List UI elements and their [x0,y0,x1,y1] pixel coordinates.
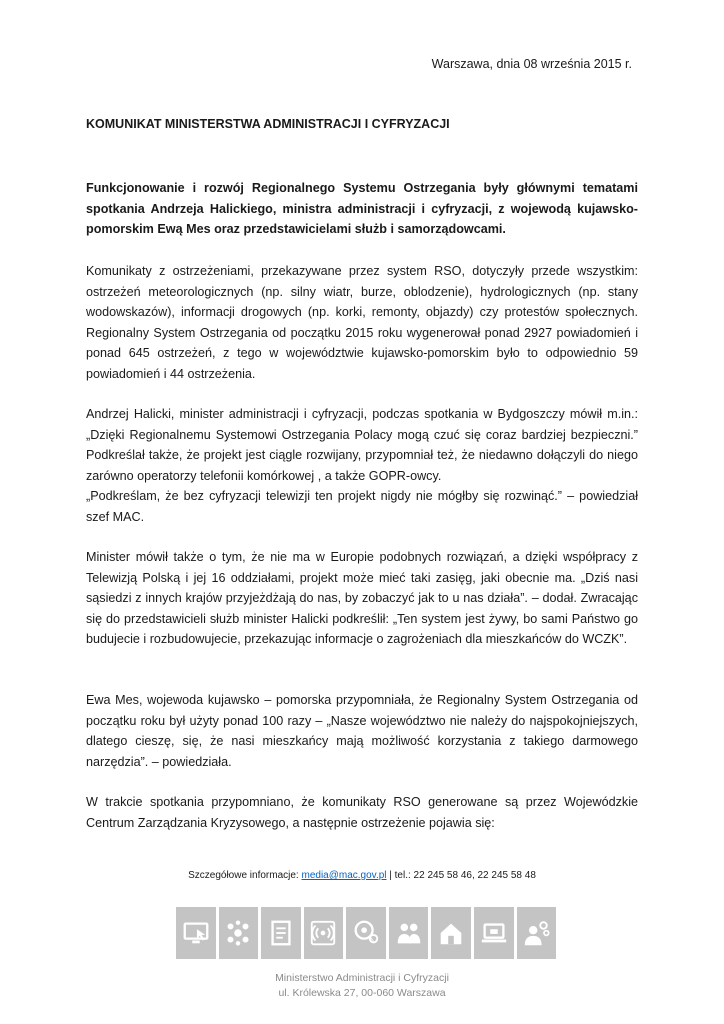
paragraph-5-text: W trakcie spotkania przypomniano, że komunikaty RSO generowane są przez Wojewódzkie Centrum Zarządzania Kryzysowego, a następnie ostrzeżenie pojawia się: [86,795,638,830]
document-icon [261,907,301,959]
lead-paragraph [86,178,638,240]
paragraph-3-text: Minister mówił także o tym, że nie ma w Europie podobnych rozwiązań, a dzięki współpracy z Telewizją Polską i jej 16 oddziałami, projekt może mieć taki zasięg, jaki obecnie ma. „Dziś nasi sąsiedzi z innych krajów przyjeżdżają do nas, by zobaczyć jak to u nas działa”. – dodał. Zwracając się do przedstawicieli służb minister Halicki podkreślił: „Ten system jest żywy, bo sami Państwo go budujecie i rozbudowujecie, przekazując informacje o zagrożeniach dla mieszkańców do WCZK”. [86,550,638,647]
user-gears-icon [517,907,557,959]
contact-prefix: Szczegółowe informacje: [188,870,302,881]
paragraph-4 [86,690,638,772]
footer-ministry-name: Ministerstwo Administracji i Cyfryzacji [275,972,449,984]
chat-icon [346,907,386,959]
contact-phones: | tel.: 22 245 58 46, 22 245 58 48 [386,870,536,881]
home-icon [431,907,471,959]
network-dots-icon [219,907,259,959]
paragraph-2a-text: Andrzej Halicki, minister administracji i cyfryzacji, podczas spotkania w Bydgoszczy mówił m.in.: „Dzięki Regionalnemu Systemowi Ostrzegania Polacy mogą czuć się coraz bardziej bezpieczni.” Podkreślał także, że projekt jest ciągle rozwijany, przypomniał też, że niedawno dołączyli do niego zarówno operatorzy telefonii komórkowej , a także GOPR-owcy. [86,407,638,483]
paragraph-2b-text: „Podkreślam, że bez cyfryzacji telewizji ten projekt nigdy nie mógłby się rozwinąć.” – powiedział szef MAC. [86,489,638,524]
people-icon [389,907,429,959]
paragraph-4-text: Ewa Mes, wojewoda kujawsko – pomorska przypomniała, że Regionalny System Ostrzegania od początku roku był użyty ponad 100 razy – „Nasze województwo nie należy do najspokojniejszych, dlatego cieszę, się, że nasi mieszkańcy mają możliwość korzystania z takiego darmowego narzędzia”. – powiedziała. [86,693,638,769]
date-line: Warszawa, dnia 08 września 2015 r. [431,57,632,71]
document-title: KOMUNIKAT MINISTERSTWA ADMINISTRACJI I CYFRYZACJI [86,117,450,131]
paragraph-3 [86,547,638,650]
paragraph-2 [86,404,638,528]
paragraph-1 [86,261,638,385]
icon-banner [176,907,556,959]
paragraph-5 [86,792,638,833]
contact-email-link[interactable]: media@mac.gov.pl [301,870,387,881]
footer-address [0,971,724,1001]
laptop-icon [474,907,514,959]
lead-text: Funkcjonowanie i rozwój Regionalnego Systemu Ostrzegania były głównymi tematami spotkania Andrzeja Halickiego, ministra administracji i cyfryzacji, z wojewodą kujawsko-pomorskim Ewą Mes oraz przedstawicielami służb i samorządowcami. [86,181,638,237]
monitor-cursor-icon [176,907,216,959]
paragraph-1-text: Komunikaty z ostrzeżeniami, przekazywane przez system RSO, dotyczyły przede wszystkim: ostrzeżeń meteorologicznych (np. silny wiatr, burze, oblodzenie), hydrologicznych (np. stany wodowskazów), informacji drogowych (np. korki, remonty, objazdy) czy protestów społecznych. Regionalny System Ostrzegania od początku 2015 roku wygenerował ponad 2927 powiadomień i ponad 645 ostrzeżeń, z tego w województwie kujawsko-pomorskim było to odpowiednio 59 powiadomień i 44 ostrzeżenia. [86,264,638,381]
contact-line [0,870,724,881]
broadcast-icon [304,907,344,959]
footer-street-address: ul. Królewska 27, 00-060 Warszawa [278,987,446,999]
